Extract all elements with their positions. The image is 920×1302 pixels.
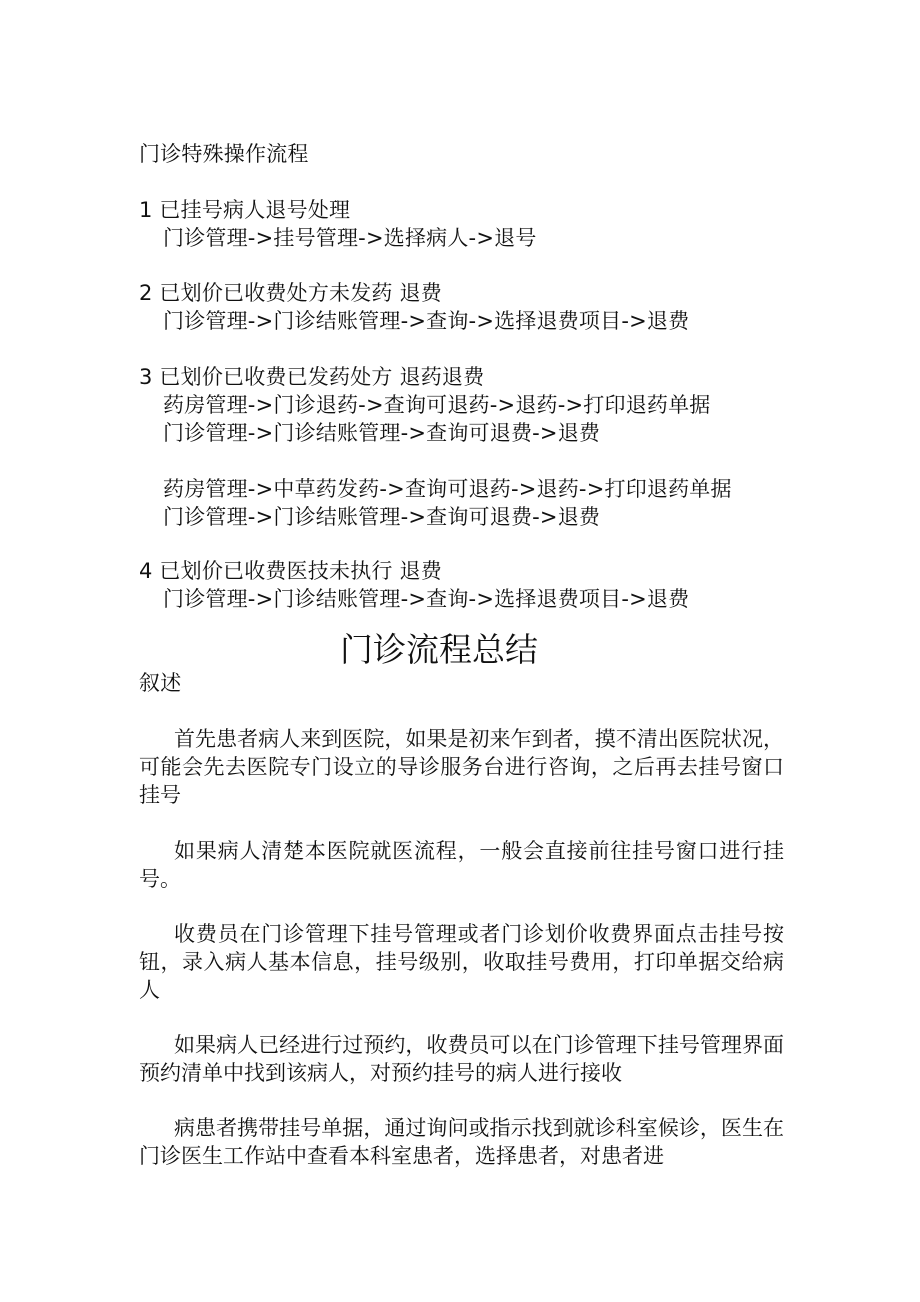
document-title: 门诊特殊操作流程 xyxy=(139,142,309,166)
paragraph: 如果病人已经进行过预约，收费员可以在门诊管理下挂号管理界面预约清单中找到该病人，对预约挂号的病人进行接收 xyxy=(139,1033,784,1085)
section-step: 门诊管理->门诊结账管理->查询可退费->退费 xyxy=(163,421,601,445)
section-step: 门诊管理->门诊结账管理->查询可退费->退费 xyxy=(163,505,601,529)
section-heading-3: 3 已划价已收费已发药处方 退药退费 xyxy=(139,365,485,389)
section-step: 门诊管理->门诊结账管理->查询->选择退费项目->退费 xyxy=(163,587,690,611)
paragraph: 首先患者病人来到医院，如果是初来乍到者，摸不清出医院状况，可能会先去医院专门设立的导诊服务台进行咨询，之后再去挂号窗口挂号 xyxy=(139,727,784,807)
section-step: 药房管理->门诊退药->查询可退药->退药->打印退药单据 xyxy=(163,393,711,417)
section-heading-1: 1 已挂号病人退号处理 xyxy=(139,198,351,222)
section-heading-4: 4 已划价已收费医技未执行 退费 xyxy=(139,559,442,583)
section-step: 门诊管理->门诊结账管理->查询->选择退费项目->退费 xyxy=(163,309,690,333)
section-step: 药房管理->中草药发药->查询可退药->退药->打印退药单据 xyxy=(163,477,732,501)
paragraph: 如果病人清楚本医院就医流程，一般会直接前往挂号窗口进行挂号。 xyxy=(139,839,784,891)
narrative-label: 叙述 xyxy=(139,671,182,695)
summary-title: 门诊流程总结 xyxy=(340,630,538,669)
paragraph: 病患者携带挂号单据，通过询问或指示找到就诊科室候诊，医生在门诊医生工作站中查看本科室患者，选择患者，对患者进 xyxy=(139,1116,784,1168)
section-step: 门诊管理->挂号管理->选择病人->退号 xyxy=(163,226,537,250)
section-heading-2: 2 已划价已收费处方未发药 退费 xyxy=(139,281,442,305)
paragraph: 收费员在门诊管理下挂号管理或者门诊划价收费界面点击挂号按钮，录入病人基本信息，挂号级别，收取挂号费用，打印单据交给病人 xyxy=(139,922,784,1002)
